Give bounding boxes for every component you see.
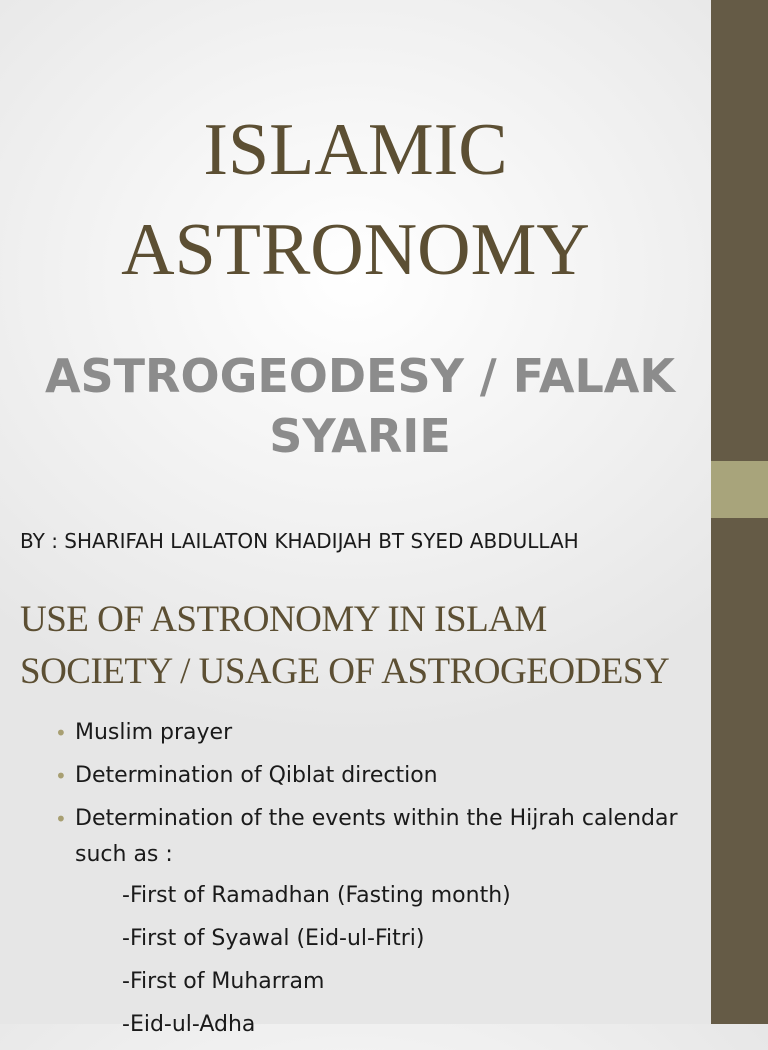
slide-title-line-2: ASTRONOMY [121,209,590,291]
calendar-events-list [122,878,702,1050]
section-heading-line-2: SOCIETY / USAGE OF ASTROGEODESY [20,651,670,692]
bullet-text: Determination of the events within the Hijrah calendar such as : [75,806,678,867]
section-heading-line-1: USE OF ASTRONOMY IN ISLAM [20,599,547,640]
slide-title [0,100,711,300]
slide-subtitle [0,346,720,466]
calendar-event-item: -First of Syawal (Eid-ul-Fitri) [122,926,425,951]
side-bar-accent [711,461,768,518]
bullet-item [55,758,705,794]
calendar-event-item: -Eid-ul-Adha [122,1012,256,1037]
section-heading [20,594,710,698]
slide-title-line-1: ISLAMIC [203,109,508,191]
bullet-list [55,715,705,880]
bullet-dot-icon: • [55,764,67,788]
author-byline: BY : SHARIFAH LAILATON KHADIJAH BT SYED ABDULLAH [20,529,579,553]
bullet-dot-icon: • [55,721,67,745]
slide-subtitle-line-1: ASTROGEODESY / FALAK [44,349,676,403]
calendar-event-item: -First of Muharram [122,969,325,994]
slide-subtitle-line-2: SYARIE [269,409,451,463]
bullet-dot-icon: • [55,807,67,831]
calendar-event-item: -First of Ramadhan (Fasting month) [122,883,511,908]
bullet-item [55,801,705,873]
bullet-item [55,715,705,751]
bullet-text: Muslim prayer [75,720,233,745]
bullet-text: Determination of Qiblat direction [75,763,438,788]
